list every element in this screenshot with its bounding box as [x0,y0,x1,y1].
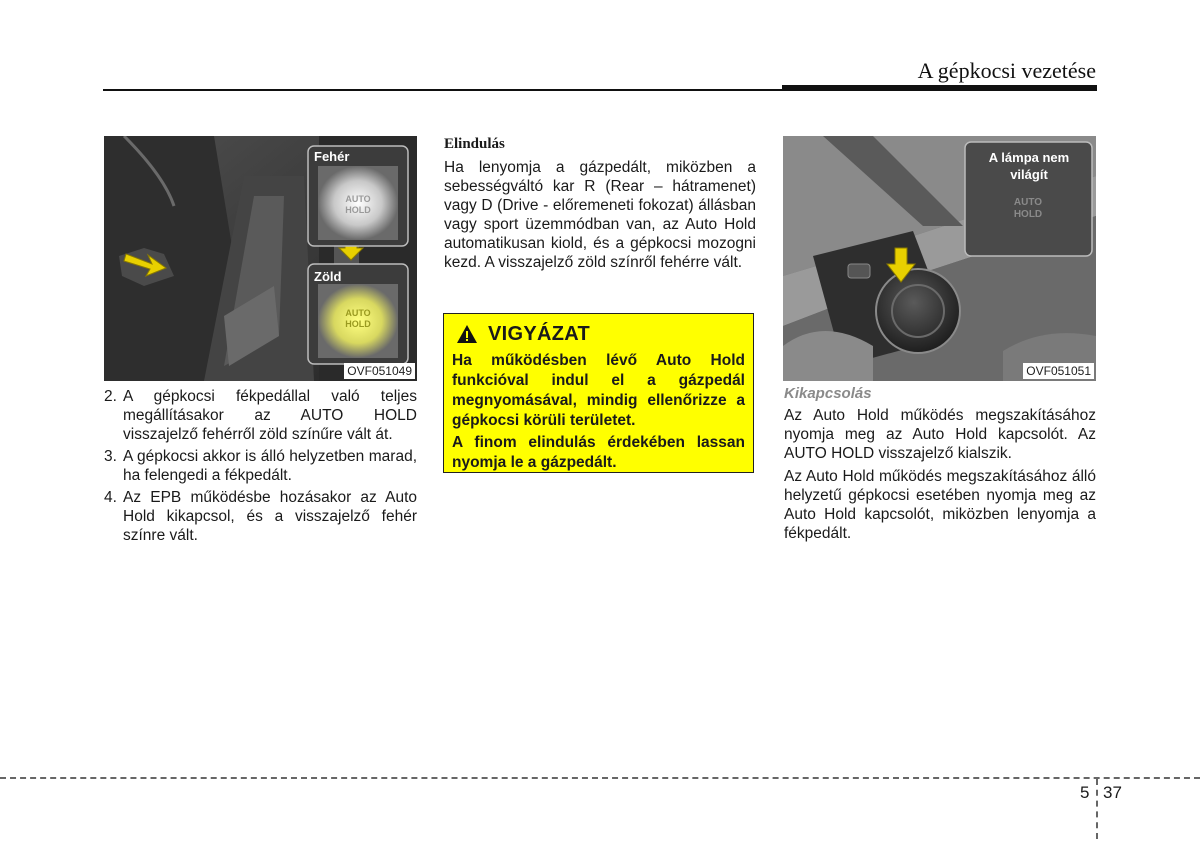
label-lamp-off: A lámpa nem világít [988,150,1070,182]
list-item: 2. A gépkocsi fékpedállal való teljes megállításakor az AUTO HOLD visszajelző fehérről zöld színűre vált át. [104,388,417,443]
svg-text:HOLD: HOLD [345,205,371,215]
label-green: Zöld [314,269,342,284]
list-item: 3. A gépkocsi akkor is álló helyzetben marad, ha felengedi a fékpedált. [104,448,417,484]
step-list [104,387,417,548]
svg-text:HOLD: HOLD [1013,209,1043,220]
section-paragraph: Ha lenyomja a gázpedált, miközben a sebességváltó kar R (Rear – hátramenet) vagy D (Drive - előremeneti fokozat) állásban vagy sport üzemmódban van, az Auto Hold automatikusan kiold, és a gépkocsi mozogni kezd. A visszajelző zöld színről fehérre vált. [444,159,756,271]
svg-text:HOLD: HOLD [345,319,371,329]
page-header-title: A gépkocsi vezetése [917,58,1096,83]
subheading-kikapcsolas: Kikapcsolás [784,385,872,402]
svg-text:AUTO: AUTO [345,308,371,318]
warning-title: VIGYÁZAT [488,323,591,345]
footer-vertical-divider [1096,779,1098,839]
warning-paragraph-2: A finom elindulás érdekében lassan nyomja le a gázpedált. [452,434,745,471]
warning-paragraph-1: Ha működésben lévő Auto Hold funkcióval indul el a gázpedál megnyomásával, mindig ellenőrizze a gépkocsi körüli területet. [452,352,745,429]
chapter-number: 5 [1080,783,1090,802]
left-photo [104,136,417,381]
svg-text:AUTO: AUTO [1013,197,1043,208]
left-image-caption: OVF051049 [344,363,415,379]
left-photo-illustration [104,136,417,381]
right-photo [783,136,1096,381]
right-paragraph-1: Az Auto Hold működés megszakításához nyomja meg az Auto Hold kapcsolót. Az AUTO HOLD visszajelző kialszik. [784,407,1096,462]
footer-divider [0,777,1200,779]
page-number: 37 [1103,783,1122,802]
warning-triangle-icon [456,324,478,344]
svg-text:AUTO: AUTO [345,194,371,204]
section-heading-elindulas: Elindulás [444,136,505,152]
list-item: 4. Az EPB működésbe hozásakor az Auto Hold kikapcsol, és a visszajelző fehér színre vált. [104,489,417,544]
header-rule [103,89,783,91]
header-rule-thick [782,85,1097,91]
right-paragraph-2: Az Auto Hold működés megszakításához álló helyzetű gépkocsi esetében nyomja meg az Auto Hold kapcsolót, miközben lenyomja a fékpedált. [784,468,1096,542]
warning-box [443,313,754,473]
label-white: Fehér [314,149,350,164]
right-image-caption: OVF051051 [1023,363,1094,379]
